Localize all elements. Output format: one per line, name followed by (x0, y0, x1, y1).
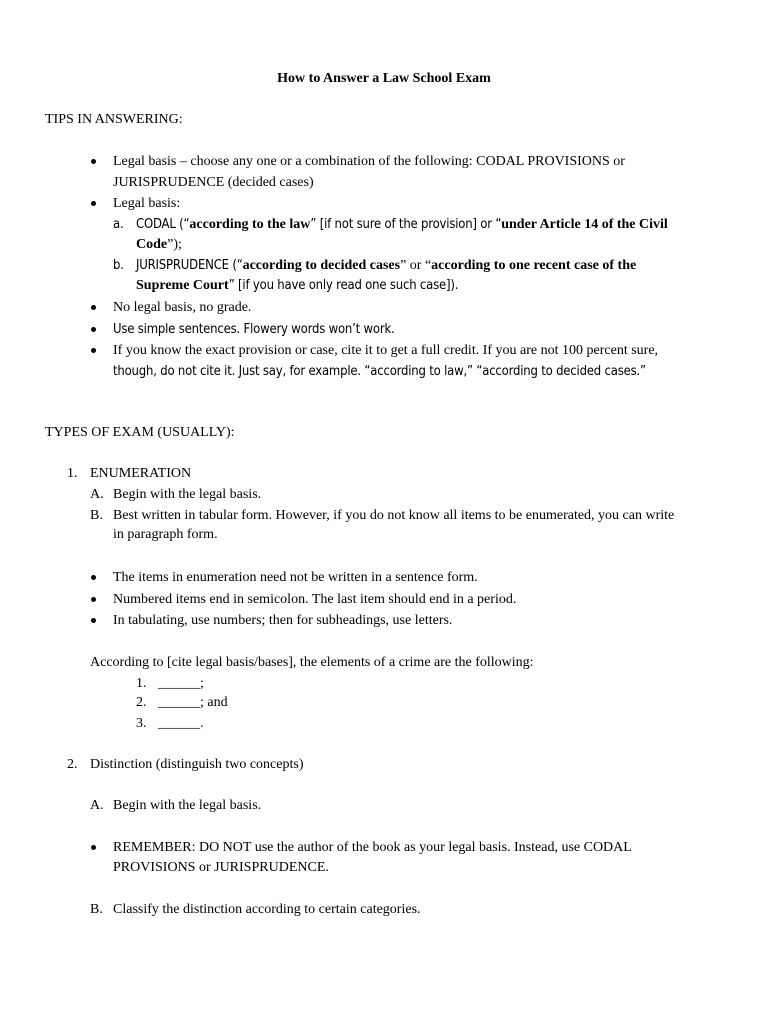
juris-bold-2: according to one recent case of the (431, 258, 637, 273)
distinction-marker: 2. (67, 757, 78, 772)
tip-2a-line-2 (136, 235, 182, 255)
codal-middle: ” [if not sure of the provision] or “ (310, 217, 502, 232)
enumeration-a-text: Begin with the legal basis. (113, 487, 262, 502)
bullet-icon (91, 845, 96, 850)
juris-label: JURISPRUDENCE (“ (136, 258, 243, 273)
enumeration-marker: 1. (67, 466, 78, 481)
example-item-text: ______; (158, 676, 204, 691)
tip-5-line-2: though, do not cite it. Just say, for example. “according to law,” “according to decided cases.” (113, 364, 646, 379)
tip-2a-line-1 (136, 215, 668, 235)
codal-end: ”); (167, 237, 182, 252)
distinction-b-marker: B. (90, 902, 103, 917)
enumeration-b-marker: B. (90, 508, 103, 523)
enumeration-bullet-1: The items in enumeration need not be written in a sentence form. (113, 570, 478, 585)
distinction-a-marker: A. (90, 798, 104, 813)
codal-bold-1: according to the law (189, 217, 311, 232)
juris-bold-3: Supreme Court (136, 278, 229, 293)
juris-bold-1: according to decided cases (242, 258, 401, 273)
enumeration-bullet-3: In tabulating, use numbers; then for subheadings, use letters. (113, 613, 453, 628)
enumeration-heading: ENUMERATION (90, 466, 192, 481)
types-heading: TYPES OF EXAM (USUALLY): (45, 425, 235, 440)
enumeration-a-marker: A. (90, 487, 104, 502)
enumeration-b-line-2: in paragraph form. (113, 527, 218, 542)
tip-2b-marker: b. (113, 258, 124, 273)
tip-2a-marker: a. (113, 217, 124, 232)
page-title: How to Answer a Law School Exam (277, 71, 491, 86)
tip-1-line-2: JURISPRUDENCE (decided cases) (113, 175, 314, 190)
distinction-a-text: Begin with the legal basis. (113, 798, 262, 813)
tip-1-line-1: Legal basis – choose any one or a combination of the following: CODAL PROVISIONS or (113, 154, 625, 169)
codal-bold-2: under Article 14 of the Civil (501, 217, 668, 232)
bullet-icon (91, 575, 96, 580)
example-item-marker: 1. (136, 676, 147, 691)
codal-bold-3: Code (136, 237, 168, 252)
example-item-marker: 3. (136, 716, 147, 731)
bullet-icon (91, 305, 96, 310)
tip-3: No legal basis, no grade. (113, 300, 252, 315)
example-item-text: ______. (158, 716, 204, 731)
tip-4: Use simple sentences. Flowery words won’t work. (113, 322, 395, 337)
juris-middle: ” or “ (400, 258, 432, 273)
tip-5-line-1: If you know the exact provision or case, cite it to get a full credit. If you are not 100 percent sure, (113, 343, 659, 358)
tip-2: Legal basis: (113, 196, 181, 211)
juris-end: ” [if you have only read one such case]). (228, 278, 459, 293)
bullet-icon (91, 597, 96, 602)
bullet-icon (91, 618, 96, 623)
tips-heading: TIPS IN ANSWERING: (45, 112, 183, 127)
bullet-icon (91, 201, 96, 206)
bullet-icon (91, 159, 96, 164)
example-item-text: ______; and (158, 695, 228, 710)
example-item-marker: 2. (136, 695, 147, 710)
distinction-b-text: Classify the distinction according to certain categories. (113, 902, 421, 917)
remember-line-2: PROVISIONS or JURISPRUDENCE. (113, 860, 329, 875)
tip-2b-line-1 (136, 256, 636, 276)
enumeration-bullet-2: Numbered items end in semicolon. The last item should end in a period. (113, 592, 517, 607)
example-intro: According to [cite legal basis/bases], the elements of a crime are the following: (90, 655, 534, 670)
distinction-heading: Distinction (distinguish two concepts) (90, 757, 304, 772)
remember-line-1: REMEMBER: DO NOT use the author of the book as your legal basis. Instead, use CODAL (113, 840, 632, 855)
bullet-icon (91, 348, 96, 353)
enumeration-b-line-1: Best written in tabular form. However, if you do not know all items to be enumerated, you can write (113, 508, 675, 523)
tip-2b-line-2 (136, 276, 458, 296)
codal-label: CODAL (“ (136, 217, 190, 232)
bullet-icon (91, 327, 96, 332)
